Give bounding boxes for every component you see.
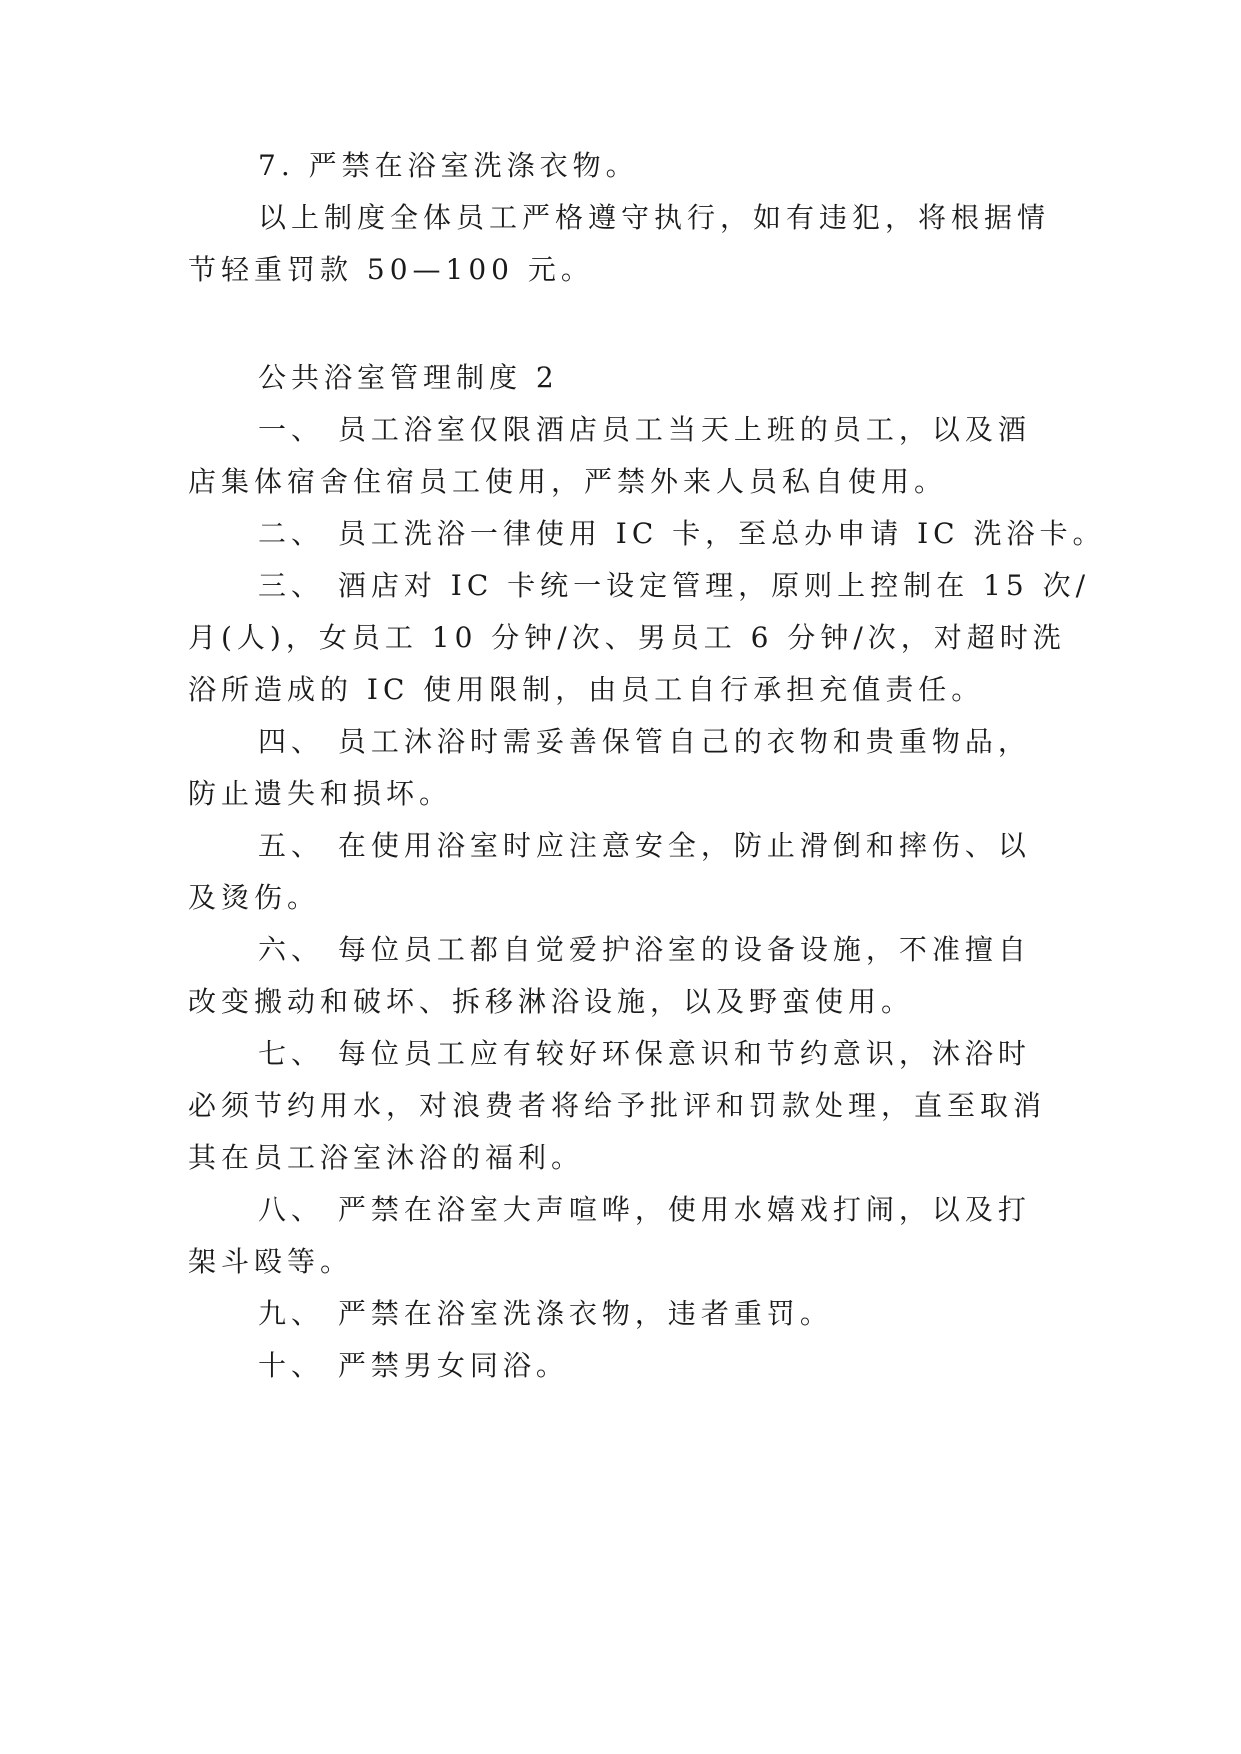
rule-6-line-2: 改变搬动和破坏、拆移淋浴设施，以及野蛮使用。 [188,985,915,1018]
rule-5-line-1: 五、 在使用浴室时应注意安全，防止滑倒和摔伤、以 [258,829,1031,862]
rule-6-line-1: 六、 每位员工都自觉爱护浴室的设备设施，不准擅自 [258,933,1031,966]
rule-7-line-3: 其在员工浴室沐浴的福利。 [188,1141,585,1174]
rule-4-line-2: 防止遗失和损坏。 [188,777,453,810]
rule-7-line-1: 七、 每位员工应有较好环保意识和节约意识，沐浴时 [258,1037,1031,1070]
closing-paragraph-line-2: 节轻重罚款 50—100 元。 [188,253,594,286]
rule-8-line-1: 八、 严禁在浴室大声喧哗，使用水嬉戏打闹，以及打 [258,1193,1031,1226]
rule-3-line-3: 浴所造成的 IC 使用限制，由员工自行承担充值责任。 [188,673,985,706]
rule-7-text: 7. 严禁在浴室洗涤衣物。 [258,149,639,182]
rule-4-line-1: 四、 员工沐浴时需妥善保管自己的衣物和贵重物品， [258,725,1031,758]
rule-1-line-1: 一、 员工浴室仅限酒店员工当天上班的员工，以及酒 [258,413,1031,446]
rule-3-line-1: 三、 酒店对 IC 卡统一设定管理，原则上控制在 15 次/ [258,569,1091,602]
section-title: 公共浴室管理制度 2 [258,361,559,394]
rule-8-line-2: 架斗殴等。 [188,1245,354,1278]
rule-1-line-2: 店集体宿舍住宿员工使用，严禁外来人员私自使用。 [188,465,948,498]
rule-3-line-2: 月(人)，女员工 10 分钟/次、男员工 6 分钟/次，对超时洗 [188,621,1066,654]
rule-9-line-1: 九、 严禁在浴室洗涤衣物，违者重罚。 [258,1297,833,1330]
rule-10-line-1: 十、 严禁男女同浴。 [258,1349,569,1382]
closing-paragraph-line-1: 以上制度全体员工严格遵守执行，如有违犯，将根据情 [258,201,1051,234]
rule-5-line-2: 及烫伤。 [188,881,321,914]
rule-2-line-1: 二、 员工洗浴一律使用 IC 卡，至总办申请 IC 洗浴卡。 [258,517,1106,550]
rule-7-line-2: 必须节约用水，对浪费者将给予批评和罚款处理，直至取消 [188,1089,1047,1122]
